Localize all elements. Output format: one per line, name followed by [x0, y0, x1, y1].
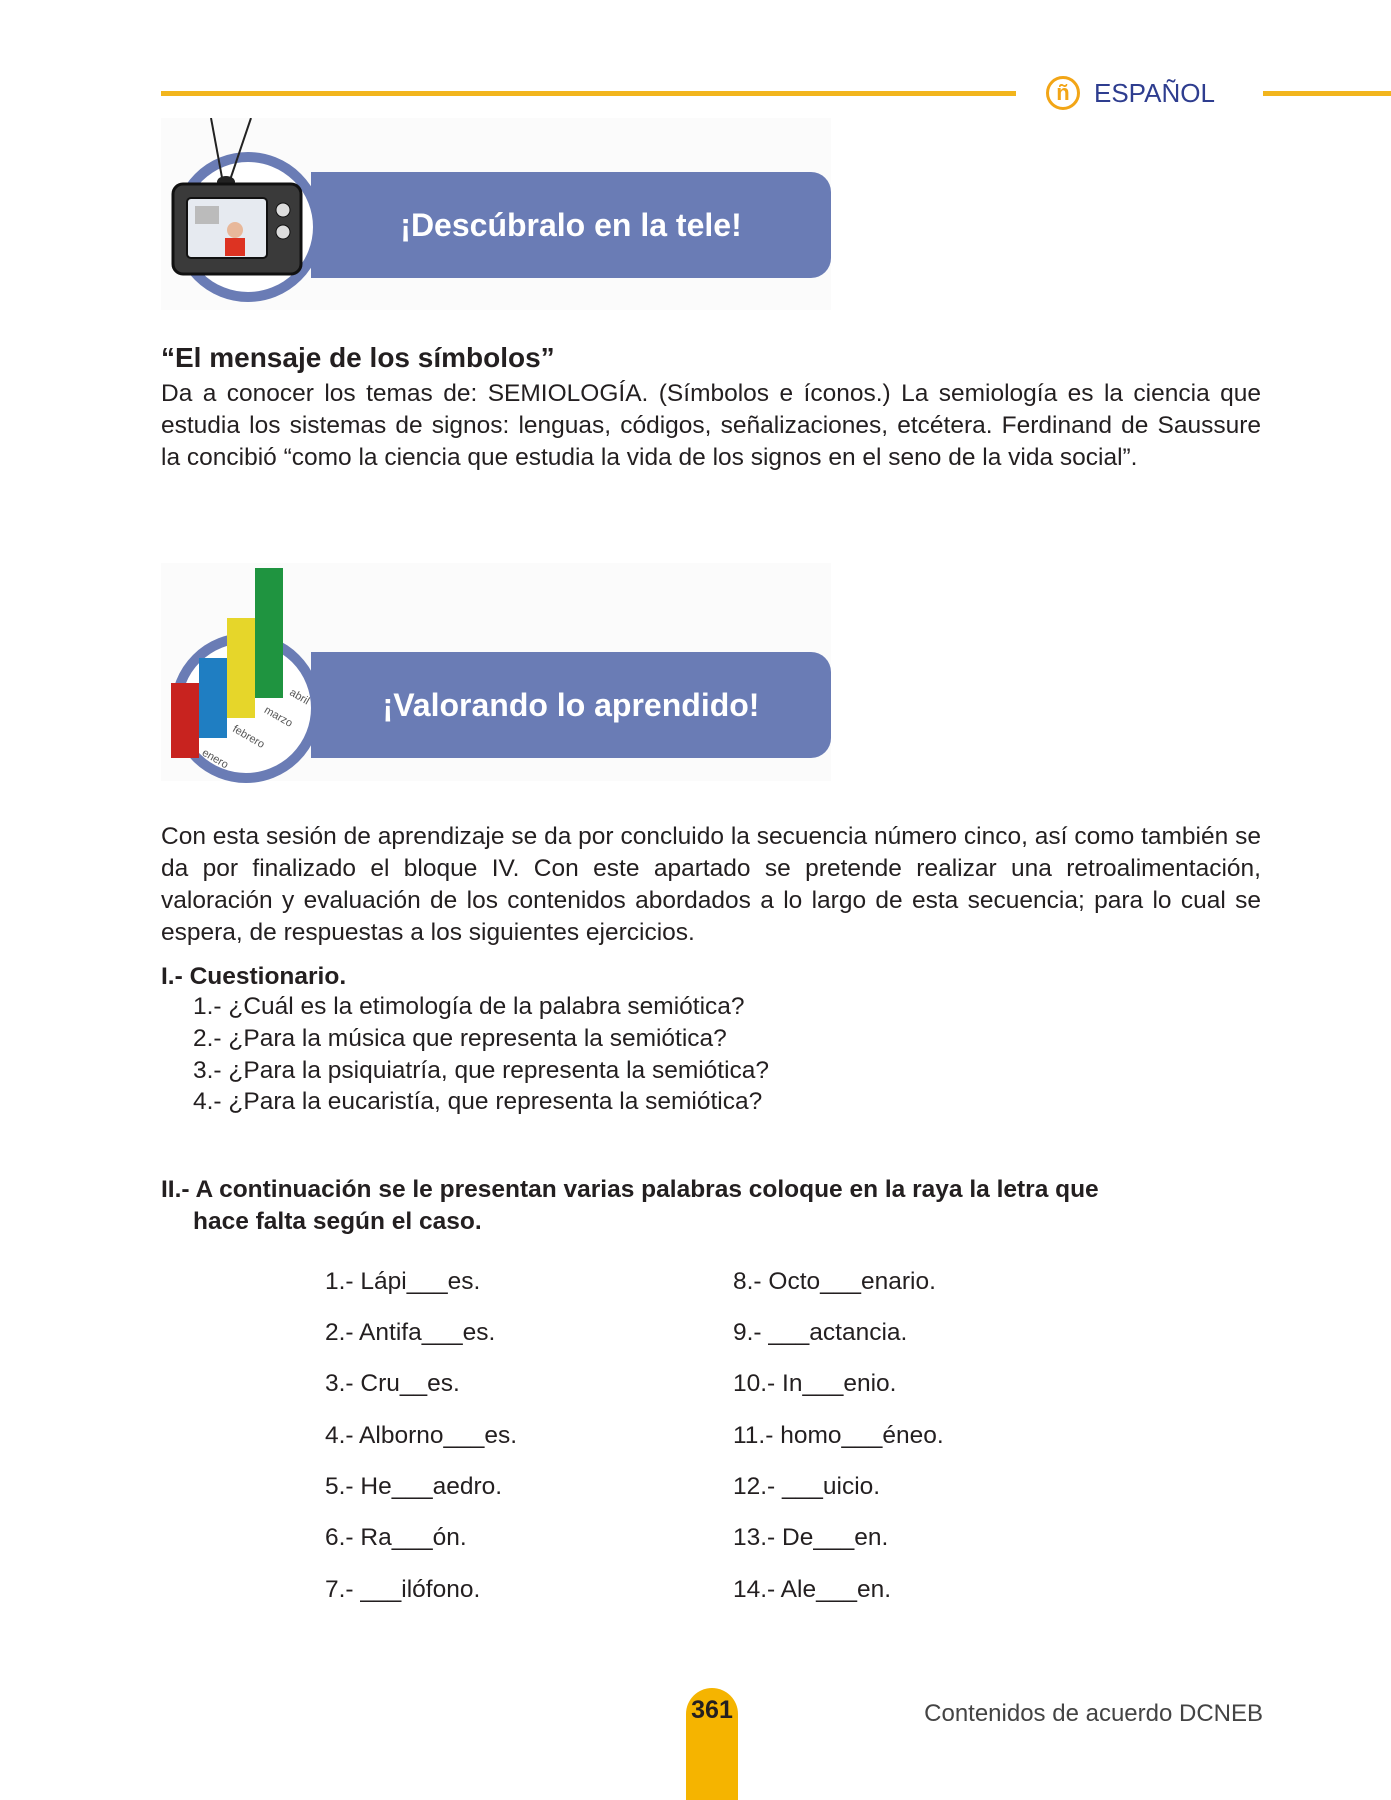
word-item: 7.- ___ilófono.	[325, 1576, 481, 1603]
subject-label: ESPAÑOL	[1094, 77, 1215, 108]
word-item: 2.- Antifa___es.	[325, 1319, 496, 1346]
footer-text: Contenidos de acuerdo DCNEB	[924, 1700, 1263, 1727]
exercise2-heading: II.- A continuación se le presentan varias palabras coloque en la raya la letra que	[161, 1176, 1099, 1203]
word-item: 12.- ___uicio.	[733, 1473, 881, 1500]
chart-label-marzo: marzo	[262, 704, 295, 730]
word-item: 14.- Ale___en.	[733, 1576, 892, 1603]
chart-label-febrero: febrero	[230, 723, 267, 751]
subject-logo-icon: ñ	[1046, 76, 1080, 110]
exercise2-heading-2: hace falta según el caso.	[193, 1208, 482, 1235]
section-title: “El mensaje de los símbolos”	[161, 342, 555, 373]
question-1: 1.- ¿Cuál es la etimología de la palabra semiótica?	[193, 993, 745, 1020]
header-rule-right	[1263, 91, 1391, 96]
evaluation-banner-title: ¡Valorando lo aprendido!	[311, 652, 831, 758]
word-item: 1.- Lápi___es.	[325, 1268, 481, 1295]
chart-label-enero: enero	[199, 746, 231, 772]
word-item: 11.- homo___éneo.	[733, 1422, 944, 1449]
question-2: 2.- ¿Para la música que representa la semiótica?	[193, 1025, 727, 1052]
word-item: 13.- De___en.	[733, 1524, 889, 1551]
word-item: 6.- Ra___ón.	[325, 1524, 467, 1551]
header-rule-left	[161, 91, 1016, 96]
subject-header	[1046, 76, 1215, 110]
page-number: 361	[686, 1688, 738, 1800]
television-icon	[171, 118, 316, 278]
word-item: 9.- ___actancia.	[733, 1319, 908, 1346]
questionnaire-heading: I.- Cuestionario.	[161, 963, 347, 990]
intro-paragraph: Con esta sesión de aprendizaje se da por concluido la secuencia número cinco, así como también se da por finalizado el bloque IV. Con este apartado se pretende realizar una retroalimentación, valoración y evaluación de los contenidos abordados a lo largo de esta secuencia; para lo cual se espera, de respuestas a los siguientes ejercicios.	[161, 823, 1261, 946]
tv-banner-title: ¡Descúbralo en la tele!	[311, 172, 831, 278]
word-item: 4.- Alborno___es.	[325, 1422, 518, 1449]
word-item: 3.- Cru__es.	[325, 1370, 460, 1397]
word-item: 5.- He___aedro.	[325, 1473, 503, 1500]
word-item: 8.- Octo___enario.	[733, 1268, 936, 1295]
question-4: 4.- ¿Para la eucaristía, que representa la semiótica?	[193, 1088, 763, 1115]
tv-banner	[161, 118, 831, 310]
evaluation-banner	[161, 563, 831, 781]
question-3: 3.- ¿Para la psiquiatría, que representa la semiótica?	[193, 1057, 770, 1084]
section-paragraph: Da a conocer los temas de: SEMIOLOGÍA. (Símbolos e íconos.) La semiología es la ciencia que estudia los sistemas de signos: lenguas, códigos, señalizaciones, etcétera. Ferdinand de Saussure la concibió “como la ciencia que estudia la vida de los signos en el seno de la vida social”.	[161, 380, 1261, 471]
word-item: 10.- In___enio.	[733, 1370, 897, 1397]
chart-label-abril: abril	[287, 686, 312, 708]
